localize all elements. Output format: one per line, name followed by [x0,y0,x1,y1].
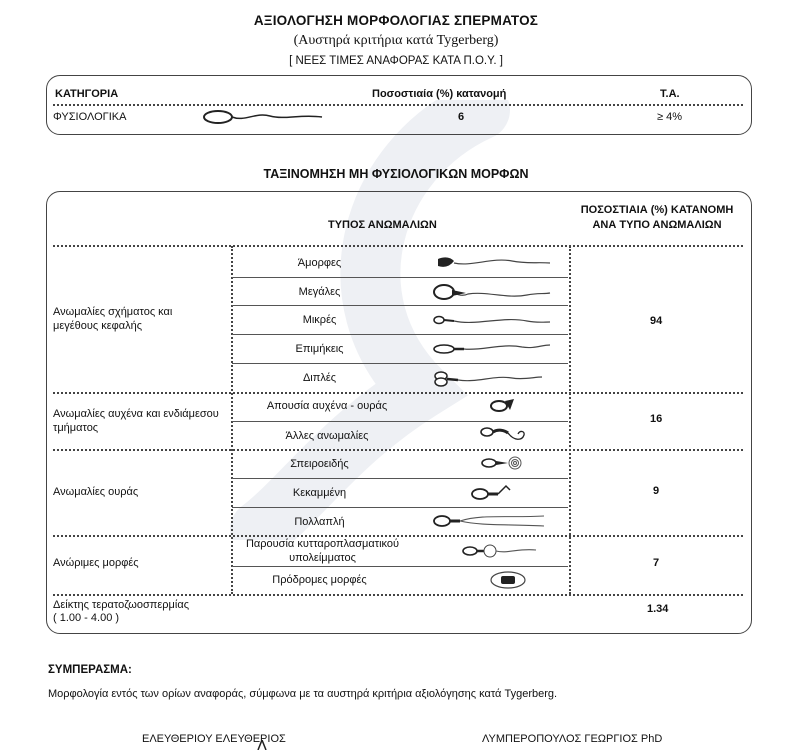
item-double: Διπλές [302,372,337,384]
col-reference-header: Τ.Α. [660,88,680,100]
divider [53,245,743,247]
divider [232,421,568,422]
col-percent-header-abnormal: ΠΟΣΟΣΤΙΑΙΑ (%) ΚΑΤΑΝΟΜΗ ΑΝΑ ΤΥΠΟ ΑΝΩΜΑΛΙΩΝ [580,204,734,231]
group-value: 7 [653,557,660,569]
index-range: ( 1.00 - 4.00 ) [53,612,120,624]
group-label: Ανωμαλίες σχήματος και μεγέθους κεφαλής [53,306,173,332]
group-value: 94 [650,315,663,327]
item-amorphous: Άμορφες [297,257,342,269]
divider [232,277,568,278]
signature-right: ΛΥΜΠΕΡΟΠΟΥΛΟΣ ΓΕΩΡΓΙΟΣ PhD [482,733,663,745]
divider [53,392,743,394]
item-bent: Κεκαμμένη [292,487,347,499]
page-title: ΑΞΙΟΛΟΓΗΣΗ ΜΟΡΦΟΛΟΓΙΑΣ ΣΠΕΡΜΑΤΟΣ [253,13,539,28]
signature-left: ΕΛΕΥΘΕΡΙΟΥ ΕΛΕΥΘΕΡΙΟΣ [142,733,286,745]
sperm-elongated-icon [432,339,552,359]
item-multiple: Πολλαπλή [294,516,345,528]
divider [53,104,743,106]
reference-note: [ ΝΕΕΣ ΤΙΜΕΣ ΑΝΑΦΟΡΑΣ ΚΑΤΑ Π.Ο.Υ. ] [289,55,503,67]
item-cytoplasmic: Παρουσία κυτταροπλασματικού υπολείμματος [245,538,400,564]
divider [53,449,743,451]
index-label: Δείκτης τερατοζωοσπερμίας [53,599,189,611]
abnormal-section-title: ΤΑΞΙΝΟΜΗΣΗ ΜΗ ΦΥΣΙΟΛΟΓΙΚΩΝ ΜΟΡΦΩΝ [263,167,529,181]
divider [232,478,568,479]
divider [232,334,568,335]
divider [569,246,571,594]
page-subtitle: (Αυστηρά κριτήρια κατά Tygerberg) [293,33,499,48]
normal-percent: 6 [458,111,465,123]
signature-mark-icon [254,740,270,750]
group-value: 9 [653,485,660,497]
group-label: Ανωμαλίες αυχένα και ενδιάμεσου τμήματος [53,408,219,434]
normal-reference: ≥ 4% [657,111,682,123]
divider [232,566,568,567]
divider [232,507,568,508]
sperm-amorphous-icon [432,253,552,273]
sperm-double-icon [432,368,552,388]
sperm-normal-icon [200,108,325,126]
col-category-header: ΚΑΤΗΓΟΡΙΑ [55,88,119,100]
item-large: Μεγάλες [298,286,341,298]
group-value: 16 [650,413,663,425]
conclusion-text: Μορφολογία εντός των ορίων αναφοράς, σύμφωνα με τα αυστηρά κριτήρια αξιολόγησης κατά Tygerberg. [48,688,558,700]
divider [232,363,568,364]
item-small: Μικρές [302,314,337,326]
sperm-neck-other-icon [478,423,528,445]
sperm-cytoplasmic-icon [460,540,540,562]
group-label: Ανωμαλίες ουράς [53,486,139,498]
sperm-multiple-tail-icon [432,510,547,532]
conclusion-heading: ΣΥΜΠΕΡΑΣΜΑ: [48,664,132,676]
group-label: Ανώριμες μορφές [53,557,139,569]
sperm-small-icon [432,310,552,330]
divider [232,305,568,306]
item-neck-other: Άλλες ανωμαλίες [285,430,369,442]
index-value: 1.34 [647,603,669,615]
item-coiled: Σπειροειδής [290,458,349,470]
sperm-bent-icon [470,482,530,504]
sperm-large-icon [432,281,552,303]
item-precursor: Πρόδρομες μορφές [272,574,367,586]
divider [53,594,743,596]
normal-category: ΦΥΣΙΟΛΟΓΙΚΑ [53,111,127,123]
sperm-no-neck-icon [488,396,518,416]
item-elongated: Επιμήκεις [295,343,344,355]
col-types-header: ΤΥΠΟΣ ΑΝΩΜΑΛΙΩΝ [328,219,437,231]
divider [231,246,233,594]
col-percent-header: Ποσοστιαία (%) κατανομή [372,88,507,100]
precursor-cell-icon [488,570,528,590]
item-no-neck-tail: Απουσία αυχένα - ουράς [266,400,388,412]
sperm-coiled-icon [480,453,526,473]
